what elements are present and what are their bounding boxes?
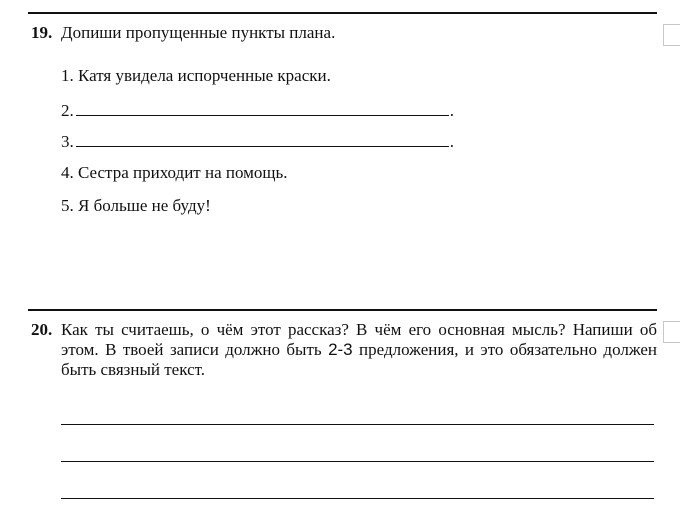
q20-number: 20. — [31, 320, 53, 339]
q20-answer-box[interactable] — [663, 321, 680, 343]
q20-prompt-sentence-count: 2-3 — [328, 340, 353, 359]
q19-plan-item-4: 4. Сестра приходит на помощь. — [61, 163, 288, 182]
q20-top-rule — [28, 309, 657, 311]
q20-answer-line-2[interactable] — [61, 461, 654, 462]
q19-plan-item-3-period: . — [449, 132, 454, 151]
q19-plan-item-5: 5. Я больше не буду! — [61, 196, 211, 215]
q19-plan-item-2 — [61, 101, 454, 121]
q20-prompt-part1: Как ты считаешь, о чём этот рассказ? В чём его основная мысль? Напиши об этом. В твоей записи должно быть — [61, 320, 657, 359]
q19-plan-item-1: 1. Катя увидела испорченные краски. — [61, 66, 331, 85]
q19-plan-item-2-period: . — [449, 101, 454, 120]
q19-plan-item-3-answer-field[interactable] — [76, 132, 449, 147]
q20-prompt — [61, 320, 657, 380]
q19-plan-item-3-label: 3. — [61, 132, 74, 151]
q20-answer-line-1[interactable] — [61, 424, 654, 425]
q19-plan-item-3 — [61, 132, 454, 152]
q19-prompt: Допиши пропущенные пункты плана. — [61, 23, 336, 42]
q19-plan-item-2-answer-field[interactable] — [76, 101, 449, 116]
q19-top-rule — [28, 12, 657, 14]
q19-number: 19. — [31, 23, 53, 42]
q20-answer-line-3[interactable] — [61, 498, 654, 499]
q19-answer-box[interactable] — [663, 24, 680, 46]
q19-plan-item-2-label: 2. — [61, 101, 74, 120]
q20-prompt-part2: предложения, и это обязательно должен быть связный текст. — [61, 340, 657, 379]
